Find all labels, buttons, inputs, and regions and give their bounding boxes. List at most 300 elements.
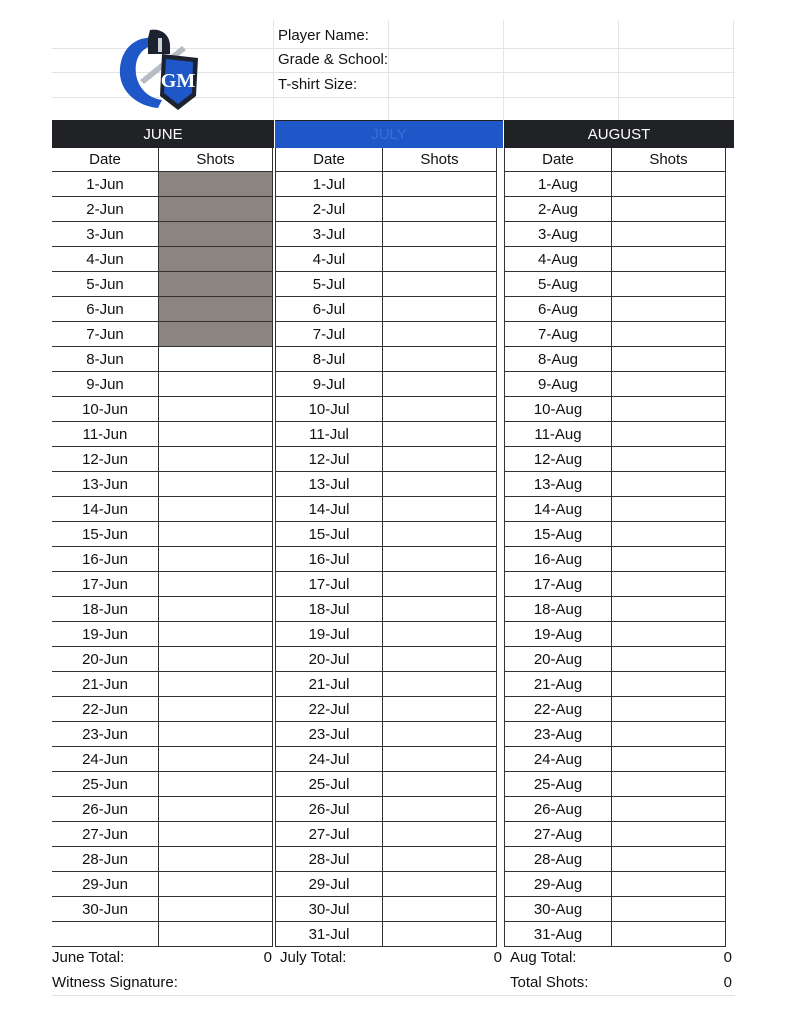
table-row bbox=[276, 672, 497, 697]
table-row bbox=[276, 597, 497, 622]
gridline bbox=[52, 995, 735, 996]
date-cell: 26-Aug bbox=[505, 797, 612, 822]
table-row bbox=[52, 697, 273, 722]
month-header-june: JUNE bbox=[52, 120, 274, 148]
table-row bbox=[52, 797, 273, 822]
table-row bbox=[505, 797, 726, 822]
shots-cell[interactable] bbox=[159, 697, 273, 722]
table-row bbox=[505, 622, 726, 647]
shots-cell[interactable] bbox=[612, 422, 726, 447]
aug-total-value: 0 bbox=[723, 949, 732, 966]
date-cell: 29-Jul bbox=[276, 872, 383, 897]
shots-cell[interactable] bbox=[383, 597, 497, 622]
player-name-label: Player Name: bbox=[278, 27, 369, 44]
date-cell: 2-Jun bbox=[52, 197, 159, 222]
table-row bbox=[505, 497, 726, 522]
date-cell: 23-Jun bbox=[52, 722, 159, 747]
table-row bbox=[52, 322, 273, 347]
shots-cell[interactable] bbox=[383, 322, 497, 347]
gridline bbox=[733, 20, 734, 120]
table-row bbox=[276, 847, 497, 872]
date-cell: 6-Jun bbox=[52, 297, 159, 322]
shots-cell[interactable] bbox=[383, 172, 497, 197]
date-cell: 8-Jul bbox=[276, 347, 383, 372]
shots-cell[interactable] bbox=[612, 547, 726, 572]
shots-cell[interactable] bbox=[612, 372, 726, 397]
tshirt-size-label: T-shirt Size: bbox=[278, 76, 358, 93]
date-column-header: Date bbox=[276, 148, 383, 172]
date-cell: 28-Jun bbox=[52, 847, 159, 872]
date-cell: 2-Aug bbox=[505, 197, 612, 222]
shots-cell[interactable] bbox=[383, 297, 497, 322]
july-table bbox=[275, 148, 497, 947]
shots-cell[interactable] bbox=[383, 722, 497, 747]
date-cell: 11-Aug bbox=[505, 422, 612, 447]
june-total-label: June Total: bbox=[52, 949, 125, 966]
shots-column-header: Shots bbox=[159, 148, 273, 172]
shots-cell[interactable] bbox=[383, 547, 497, 572]
date-cell: 5-Aug bbox=[505, 272, 612, 297]
date-cell: 30-Aug bbox=[505, 897, 612, 922]
shots-cell[interactable] bbox=[612, 797, 726, 822]
table-row bbox=[505, 672, 726, 697]
shots-cell[interactable] bbox=[612, 472, 726, 497]
table-row bbox=[276, 822, 497, 847]
shots-cell[interactable] bbox=[383, 247, 497, 272]
date-cell: 21-Jul bbox=[276, 672, 383, 697]
shots-cell[interactable] bbox=[159, 747, 273, 772]
date-cell: 19-Aug bbox=[505, 622, 612, 647]
shots-cell[interactable] bbox=[159, 897, 273, 922]
table-row bbox=[52, 872, 273, 897]
shots-cell[interactable] bbox=[159, 772, 273, 797]
aug-total-label: Aug Total: bbox=[510, 949, 577, 966]
shots-cell[interactable] bbox=[159, 572, 273, 597]
table-row bbox=[276, 447, 497, 472]
table-row bbox=[52, 447, 273, 472]
shots-cell[interactable] bbox=[159, 872, 273, 897]
gridline bbox=[618, 20, 619, 120]
table-row bbox=[505, 447, 726, 472]
date-column-header: Date bbox=[52, 148, 159, 172]
date-cell: 26-Jun bbox=[52, 797, 159, 822]
shots-cell[interactable] bbox=[383, 772, 497, 797]
date-cell: 3-Jun bbox=[52, 222, 159, 247]
date-cell: 17-Jun bbox=[52, 572, 159, 597]
table-row bbox=[52, 647, 273, 672]
date-cell: 4-Jul bbox=[276, 247, 383, 272]
date-cell: 4-Jun bbox=[52, 247, 159, 272]
shots-cell[interactable] bbox=[612, 322, 726, 347]
shots-cell[interactable] bbox=[159, 472, 273, 497]
table-row bbox=[52, 672, 273, 697]
table-row bbox=[52, 297, 273, 322]
date-cell: 24-Jul bbox=[276, 747, 383, 772]
table-row bbox=[52, 172, 273, 197]
table-row bbox=[52, 222, 273, 247]
shots-cell[interactable] bbox=[612, 822, 726, 847]
date-cell: 9-Jul bbox=[276, 372, 383, 397]
table-row bbox=[52, 822, 273, 847]
date-cell: 18-Jun bbox=[52, 597, 159, 622]
table-row bbox=[505, 897, 726, 922]
table-row bbox=[505, 222, 726, 247]
shots-cell[interactable] bbox=[612, 522, 726, 547]
shots-cell[interactable] bbox=[612, 922, 726, 947]
table-row bbox=[276, 322, 497, 347]
month-header-august: AUGUST bbox=[504, 120, 734, 148]
table-row bbox=[276, 697, 497, 722]
shots-cell[interactable] bbox=[612, 272, 726, 297]
gridline bbox=[273, 20, 274, 120]
date-cell: 10-Jun bbox=[52, 397, 159, 422]
table-row bbox=[276, 647, 497, 672]
shots-cell[interactable] bbox=[383, 822, 497, 847]
shots-cell[interactable] bbox=[383, 347, 497, 372]
table-row bbox=[276, 397, 497, 422]
date-column-header: Date bbox=[505, 148, 612, 172]
shots-cell[interactable] bbox=[612, 347, 726, 372]
shots-cell[interactable] bbox=[159, 547, 273, 572]
shots-cell[interactable] bbox=[612, 722, 726, 747]
date-cell: 6-Jul bbox=[276, 297, 383, 322]
date-cell: 16-Aug bbox=[505, 547, 612, 572]
month-header-july: JULY bbox=[275, 120, 503, 148]
shots-cell[interactable] bbox=[612, 772, 726, 797]
shots-cell[interactable] bbox=[159, 722, 273, 747]
shots-cell[interactable] bbox=[159, 347, 273, 372]
shots-cell[interactable] bbox=[159, 647, 273, 672]
date-cell: 5-Jun bbox=[52, 272, 159, 297]
shots-cell[interactable] bbox=[612, 172, 726, 197]
table-row bbox=[276, 897, 497, 922]
date-cell: 7-Jun bbox=[52, 322, 159, 347]
table-row bbox=[505, 172, 726, 197]
table-row bbox=[505, 547, 726, 572]
table-row bbox=[276, 172, 497, 197]
date-cell: 18-Jul bbox=[276, 597, 383, 622]
shots-cell[interactable] bbox=[159, 822, 273, 847]
date-cell: 14-Aug bbox=[505, 497, 612, 522]
table-row bbox=[505, 347, 726, 372]
shots-cell[interactable] bbox=[383, 847, 497, 872]
shots-cell[interactable] bbox=[159, 847, 273, 872]
table-row bbox=[505, 197, 726, 222]
shots-cell[interactable] bbox=[383, 397, 497, 422]
shots-cell[interactable] bbox=[612, 897, 726, 922]
date-cell: 20-Jul bbox=[276, 647, 383, 672]
shots-cell[interactable] bbox=[383, 272, 497, 297]
total-shots-label: Total Shots: bbox=[510, 974, 589, 991]
table-row bbox=[276, 472, 497, 497]
table-row bbox=[505, 597, 726, 622]
table-row bbox=[276, 522, 497, 547]
table-row bbox=[276, 872, 497, 897]
table-row bbox=[505, 247, 726, 272]
date-cell: 28-Jul bbox=[276, 847, 383, 872]
shots-cell[interactable] bbox=[383, 447, 497, 472]
shots-cell[interactable] bbox=[159, 922, 273, 947]
shots-cell[interactable] bbox=[159, 597, 273, 622]
date-cell: 11-Jul bbox=[276, 422, 383, 447]
table-row bbox=[52, 397, 273, 422]
date-cell: 30-Jun bbox=[52, 897, 159, 922]
date-cell: 10-Jul bbox=[276, 397, 383, 422]
date-cell: 13-Jun bbox=[52, 472, 159, 497]
shots-cell[interactable] bbox=[612, 672, 726, 697]
date-cell: 29-Jun bbox=[52, 872, 159, 897]
table-row bbox=[505, 522, 726, 547]
gridline bbox=[503, 20, 504, 120]
date-cell: 12-Jul bbox=[276, 447, 383, 472]
date-cell: 28-Aug bbox=[505, 847, 612, 872]
date-cell: 23-Aug bbox=[505, 722, 612, 747]
date-cell: 30-Jul bbox=[276, 897, 383, 922]
witness-signature-label: Witness Signature: bbox=[52, 974, 178, 991]
shots-cell[interactable] bbox=[612, 397, 726, 422]
shots-cell[interactable] bbox=[383, 697, 497, 722]
shots-cell[interactable] bbox=[383, 422, 497, 447]
date-cell: 12-Jun bbox=[52, 447, 159, 472]
table-row bbox=[52, 897, 273, 922]
table-row bbox=[505, 322, 726, 347]
shots-cell[interactable] bbox=[159, 297, 273, 322]
table-row bbox=[276, 922, 497, 947]
table-row bbox=[52, 597, 273, 622]
shots-cell[interactable] bbox=[612, 297, 726, 322]
date-cell: 22-Aug bbox=[505, 697, 612, 722]
table-row bbox=[52, 747, 273, 772]
grade-school-label: Grade & School: bbox=[278, 51, 389, 68]
table-row bbox=[276, 497, 497, 522]
shots-cell[interactable] bbox=[383, 747, 497, 772]
table-row bbox=[505, 747, 726, 772]
table-row bbox=[276, 747, 497, 772]
shots-cell[interactable] bbox=[383, 372, 497, 397]
shots-cell[interactable] bbox=[159, 172, 273, 197]
table-row bbox=[505, 272, 726, 297]
table-row bbox=[276, 372, 497, 397]
date-cell: 22-Jun bbox=[52, 697, 159, 722]
date-cell: 20-Aug bbox=[505, 647, 612, 672]
table-row bbox=[276, 622, 497, 647]
table-row bbox=[276, 197, 497, 222]
table-row bbox=[52, 422, 273, 447]
shots-cell[interactable] bbox=[383, 647, 497, 672]
shots-cell[interactable] bbox=[159, 197, 273, 222]
date-cell: 24-Aug bbox=[505, 747, 612, 772]
table-row bbox=[276, 247, 497, 272]
shots-cell[interactable] bbox=[383, 672, 497, 697]
date-cell: 25-Aug bbox=[505, 772, 612, 797]
date-cell: 18-Aug bbox=[505, 597, 612, 622]
date-cell: 4-Aug bbox=[505, 247, 612, 272]
date-cell: 19-Jul bbox=[276, 622, 383, 647]
shots-cell[interactable] bbox=[159, 522, 273, 547]
date-cell: 22-Jul bbox=[276, 697, 383, 722]
date-cell: 31-Jul bbox=[276, 922, 383, 947]
shots-cell[interactable] bbox=[159, 322, 273, 347]
shots-cell[interactable] bbox=[612, 747, 726, 772]
date-cell: 25-Jun bbox=[52, 772, 159, 797]
date-cell: 1-Aug bbox=[505, 172, 612, 197]
table-row bbox=[276, 422, 497, 447]
shots-cell[interactable] bbox=[159, 622, 273, 647]
shots-cell[interactable] bbox=[383, 897, 497, 922]
date-cell: 16-Jul bbox=[276, 547, 383, 572]
date-cell: 21-Aug bbox=[505, 672, 612, 697]
table-row bbox=[276, 222, 497, 247]
shots-cell[interactable] bbox=[383, 872, 497, 897]
date-cell: 27-Aug bbox=[505, 822, 612, 847]
table-row bbox=[276, 722, 497, 747]
table-row bbox=[52, 372, 273, 397]
shots-cell[interactable] bbox=[612, 572, 726, 597]
date-cell: 27-Jul bbox=[276, 822, 383, 847]
date-cell: 2-Jul bbox=[276, 197, 383, 222]
date-cell: 9-Jun bbox=[52, 372, 159, 397]
table-row bbox=[505, 397, 726, 422]
shots-cell[interactable] bbox=[159, 272, 273, 297]
table-row bbox=[505, 922, 726, 947]
table-row bbox=[276, 297, 497, 322]
date-cell: 8-Jun bbox=[52, 347, 159, 372]
august-table bbox=[504, 148, 726, 947]
shots-cell[interactable] bbox=[383, 922, 497, 947]
shots-cell[interactable] bbox=[159, 497, 273, 522]
date-cell: 26-Jul bbox=[276, 797, 383, 822]
date-cell: 7-Aug bbox=[505, 322, 612, 347]
date-cell: 15-Jul bbox=[276, 522, 383, 547]
date-cell: 1-Jul bbox=[276, 172, 383, 197]
table-row bbox=[505, 697, 726, 722]
table-row bbox=[52, 922, 273, 947]
table-row bbox=[505, 647, 726, 672]
date-cell: 16-Jun bbox=[52, 547, 159, 572]
shots-cell[interactable] bbox=[612, 197, 726, 222]
date-cell: 27-Jun bbox=[52, 822, 159, 847]
total-shots-value: 0 bbox=[723, 974, 732, 991]
date-cell: 8-Aug bbox=[505, 347, 612, 372]
date-cell: 5-Jul bbox=[276, 272, 383, 297]
table-row bbox=[52, 722, 273, 747]
shots-cell[interactable] bbox=[383, 797, 497, 822]
date-cell: 17-Aug bbox=[505, 572, 612, 597]
shots-cell[interactable] bbox=[159, 247, 273, 272]
shots-cell[interactable] bbox=[612, 697, 726, 722]
shots-cell[interactable] bbox=[383, 572, 497, 597]
shots-cell[interactable] bbox=[383, 497, 497, 522]
date-cell: 31-Aug bbox=[505, 922, 612, 947]
table-row bbox=[52, 847, 273, 872]
june-table bbox=[52, 148, 273, 947]
date-cell: 21-Jun bbox=[52, 672, 159, 697]
shots-cell[interactable] bbox=[612, 622, 726, 647]
shots-cell[interactable] bbox=[612, 847, 726, 872]
table-row bbox=[52, 497, 273, 522]
table-row bbox=[52, 622, 273, 647]
date-cell: 23-Jul bbox=[276, 722, 383, 747]
table-row bbox=[52, 472, 273, 497]
table-row bbox=[52, 197, 273, 222]
shots-column-header: Shots bbox=[612, 148, 726, 172]
table-row bbox=[276, 547, 497, 572]
table-row bbox=[276, 772, 497, 797]
july-total-value: 0 bbox=[493, 949, 502, 966]
table-row bbox=[505, 822, 726, 847]
shots-cell[interactable] bbox=[383, 472, 497, 497]
date-cell: 3-Jul bbox=[276, 222, 383, 247]
shots-cell[interactable] bbox=[159, 397, 273, 422]
shots-cell[interactable] bbox=[383, 197, 497, 222]
table-row bbox=[52, 547, 273, 572]
date-cell: 25-Jul bbox=[276, 772, 383, 797]
table-row bbox=[505, 572, 726, 597]
shots-cell[interactable] bbox=[612, 497, 726, 522]
date-cell: 14-Jun bbox=[52, 497, 159, 522]
shots-cell[interactable] bbox=[612, 872, 726, 897]
shots-cell[interactable] bbox=[159, 222, 273, 247]
june-total-value: 0 bbox=[263, 949, 272, 966]
table-row bbox=[276, 572, 497, 597]
date-cell: 15-Aug bbox=[505, 522, 612, 547]
shots-cell[interactable] bbox=[612, 247, 726, 272]
table-row bbox=[505, 472, 726, 497]
date-cell: 9-Aug bbox=[505, 372, 612, 397]
table-row bbox=[505, 722, 726, 747]
shots-cell[interactable] bbox=[159, 447, 273, 472]
date-cell: 29-Aug bbox=[505, 872, 612, 897]
date-cell: 20-Jun bbox=[52, 647, 159, 672]
date-cell: 15-Jun bbox=[52, 522, 159, 547]
shots-cell[interactable] bbox=[612, 447, 726, 472]
logo-monogram: GM bbox=[160, 70, 196, 92]
table-row bbox=[505, 372, 726, 397]
date-cell: 6-Aug bbox=[505, 297, 612, 322]
date-cell: 19-Jun bbox=[52, 622, 159, 647]
table-row bbox=[52, 272, 273, 297]
shots-cell[interactable] bbox=[159, 672, 273, 697]
table-row bbox=[52, 772, 273, 797]
table-row bbox=[505, 297, 726, 322]
shots-cell[interactable] bbox=[159, 422, 273, 447]
date-cell: 11-Jun bbox=[52, 422, 159, 447]
shots-cell[interactable] bbox=[383, 522, 497, 547]
shots-cell[interactable] bbox=[612, 222, 726, 247]
table-row bbox=[505, 847, 726, 872]
shots-cell[interactable] bbox=[159, 372, 273, 397]
shots-cell[interactable] bbox=[612, 597, 726, 622]
table-row bbox=[505, 772, 726, 797]
table-row bbox=[276, 797, 497, 822]
table-row bbox=[276, 272, 497, 297]
shots-cell[interactable] bbox=[612, 647, 726, 672]
july-total-label: July Total: bbox=[280, 949, 347, 966]
table-row bbox=[52, 247, 273, 272]
shots-cell[interactable] bbox=[383, 222, 497, 247]
shots-cell[interactable] bbox=[383, 622, 497, 647]
table-row bbox=[276, 347, 497, 372]
date-cell: 12-Aug bbox=[505, 447, 612, 472]
knight-shield-logo-icon bbox=[112, 24, 204, 112]
date-cell: 17-Jul bbox=[276, 572, 383, 597]
table-row bbox=[505, 422, 726, 447]
shots-cell[interactable] bbox=[159, 797, 273, 822]
date-cell: 24-Jun bbox=[52, 747, 159, 772]
date-cell: 14-Jul bbox=[276, 497, 383, 522]
shots-column-header: Shots bbox=[383, 148, 497, 172]
date-cell: 10-Aug bbox=[505, 397, 612, 422]
